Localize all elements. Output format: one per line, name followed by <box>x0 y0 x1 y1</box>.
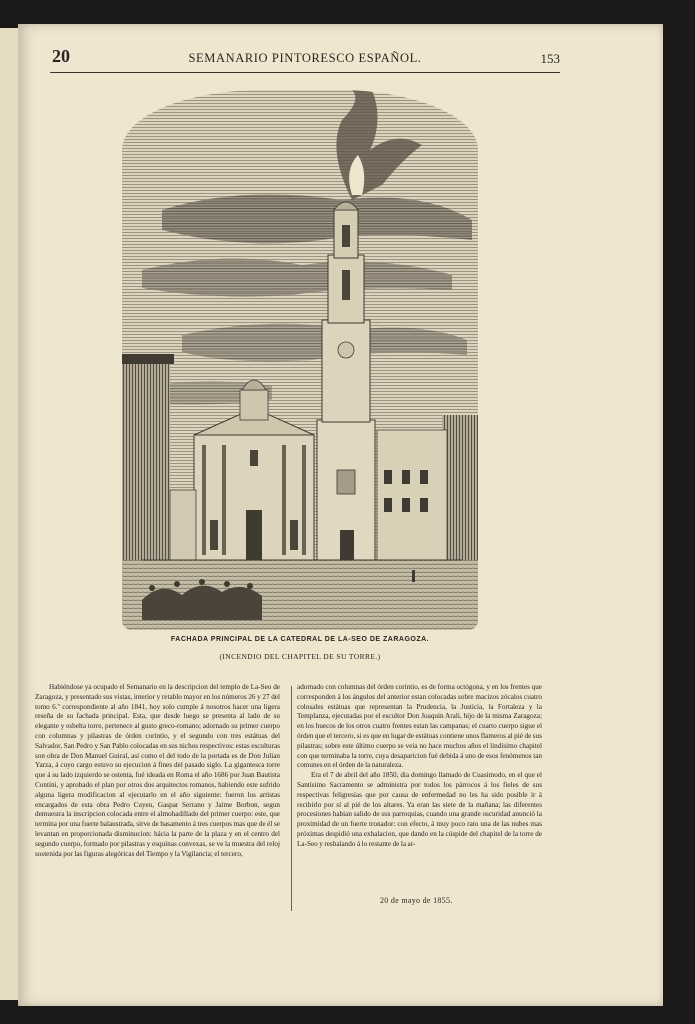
issue-number: 20 <box>52 46 70 66</box>
column-divider <box>291 686 292 911</box>
figure-subcaption: (INCENDIO DEL CHAPITEL DE SU TORRE.) <box>219 652 381 661</box>
article-paragraph: Habiéndose ya ocupado el Semanario en la descripcion del templo de La-Seo de Zaragoza, y presentado sus vistas, interior y retablo mayor en los números 26 y 27 del tomo 6.º correspondiente al año 1841, hoy solo cumple á nosotros hacer una ligera reseña de su fachada principal. Esta, que desde luego se presenta al lado de su elegante y esbelta torre, pertenece al gusto greco-romano; adornado su primer cuerpo con columnas y pilastras de órden corintio, y el segundo con tres estátuas del Salvador, San Pedro y San Pablo colocadas en sus nichos respectivos: estas esculturas son obra de Don Manuel Guiral, así como el del todo de la portada es de Don Julian Yarza, á cuyo cargo estuvo su ejecucion á fines del pasado siglo. La gigantesca torre que á su lado izquierdo se ostenta, fué ideada en Roma el año 1686 por Juan Bautista Contini, y aprobado el plan por otros dos arquitectos romanos, habiendo este sufrido alguna ligera modificacion al ejecutarlo en el año siguiente: fueron los artistas encargados de esta obra Pedro Cuyeu, Gaspar Serrano y Jaime Borbon, segun demuestra la inscripcion colocada entre el almohadillado del primer cuerpo: este, que termina por una fuerte balaustrada, sirve de basamento á tres cuerpos mas que de él se levantan en proporcionada disminucion: hácia la parte de la plaza y en el centro del segundo cuerpo, formado por pilastras y esquinas convexas, se ve la muestra del reloj sostenida por las figuras alegóricas del Tiempo y la Vigilancia; el tercero, <box>35 683 280 858</box>
cathedral-engraving <box>122 90 478 630</box>
issue-dateline: 20 de mayo de 1855. <box>380 896 453 905</box>
page-number: 153 <box>540 51 560 66</box>
article-column-left <box>35 683 280 915</box>
figure-caption: FACHADA PRINCIPAL DE LA CATEDRAL DE LA-SEO DE ZARAGOZA. <box>170 636 430 643</box>
article-paragraph: adornado con columnas del órden corintio, es de forma octógona, y en los frentes que corresponden á los ángulos del anterior estan colocadas sobre macizos zócalos cuatro colosales estátuas que representan la Prudencia, la Justicia, la Fortaleza y la Templanza, ejecutadas por el escultor Don Joaquin Arali, hijo de la misma Zaragoza; en los huecos de los otros cuatro frentes estan las campanas; el cuarto cuerpo sigue el órden que el tercero, si es que en lugar de estátuas contiene unos flameros al pié de sus pilastras; sobre este último cuerpo se veia no hace muchos años el lindísimo chapitel con que terminaba la torre, cuya desaparicion fué debida á uno de esos fenómenos tan comunes en el órden de la naturaleza. <box>297 683 542 770</box>
running-header <box>50 46 560 73</box>
running-title: SEMANARIO PINTORESCO ESPAÑOL. <box>188 51 422 65</box>
article-column-right <box>297 683 542 893</box>
article-paragraph: Era el 7 de abril del año 1850, dia domingo llamado de Cuasimodo, en el que el Santísimo Sacramento se administra por todos los párrocos á los fieles de sus respectivas feligresías que por causa de enfermedad no les ha sido posible ir á recibirlo por sí al pié de los altares. Ya eran las siete de la mañana; las diferentes procesiones habian salido de sus parroquias, cuando una grande oscuridad anunció la proximidad de un fuerte tronador: con efecto, á muy poco rato una de las nubes mas próximas despidió una exhalacion, que dando en la cúspide del chapitel de la torre de La-Seo y resbalando á lo restante de la ar- <box>297 771 542 848</box>
cathedral-illustration <box>122 90 478 630</box>
